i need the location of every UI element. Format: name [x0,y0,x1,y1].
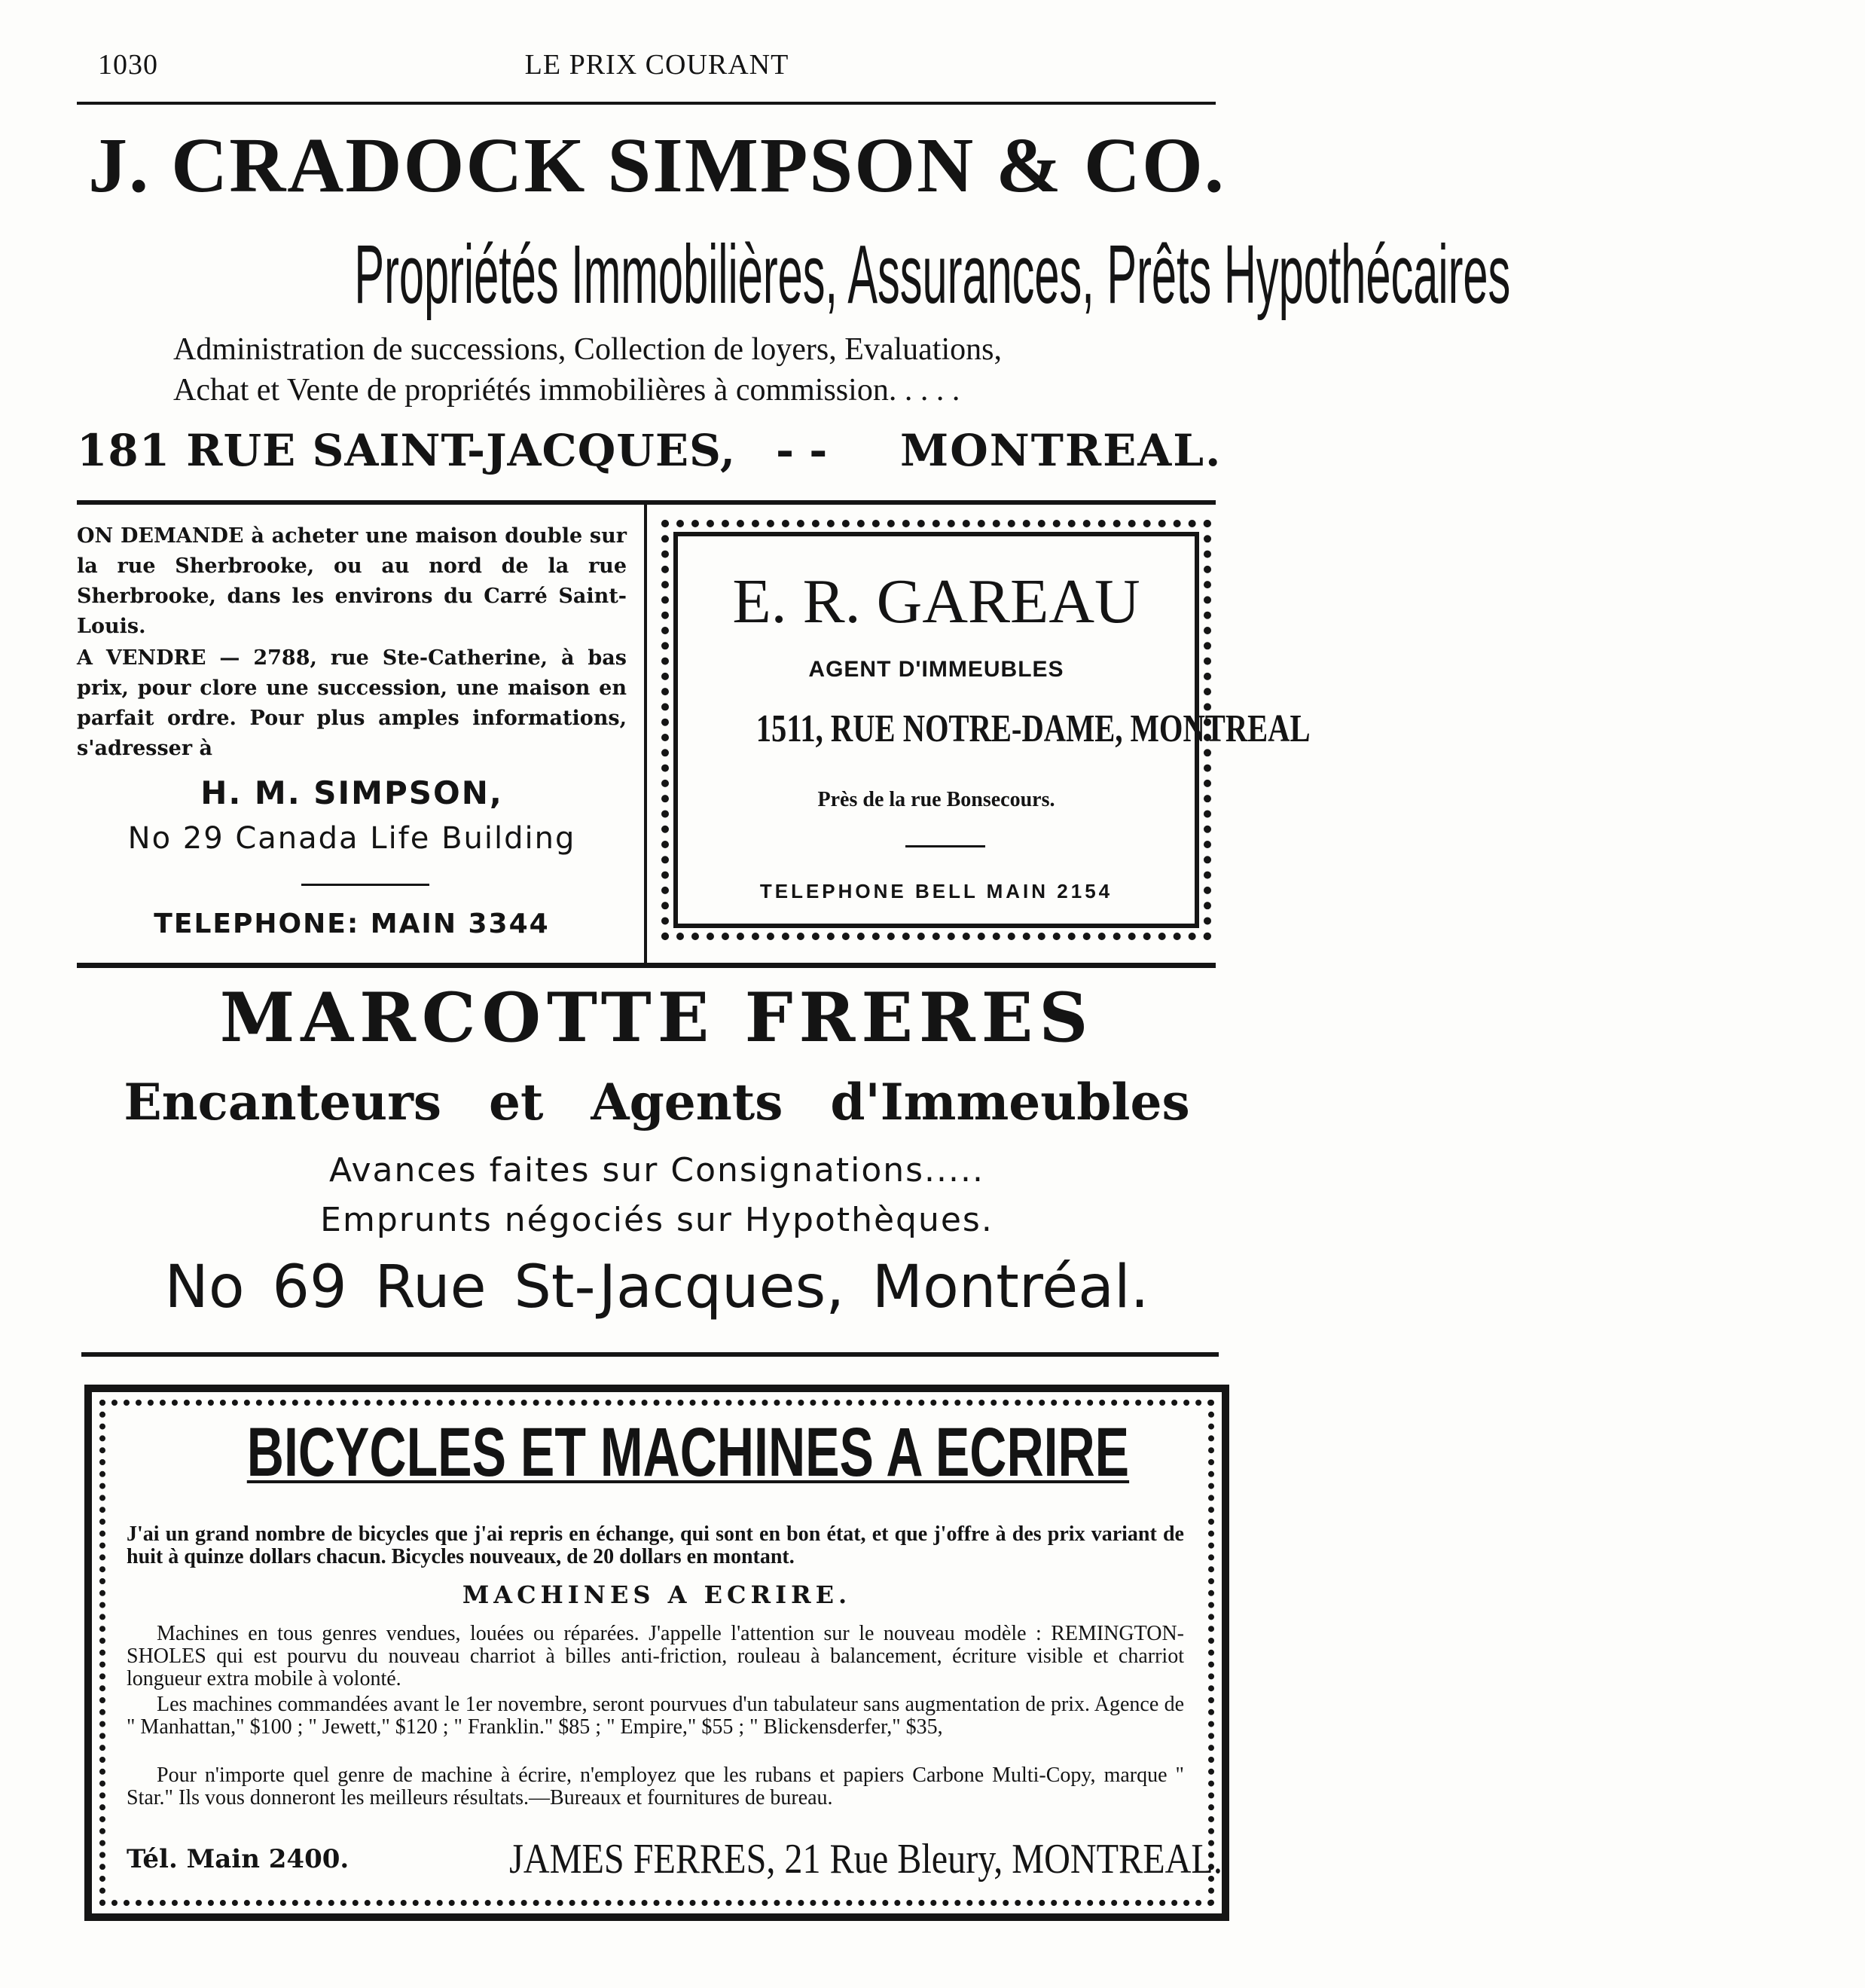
rule-above-ferres [81,1352,1219,1357]
simpson-services [0,226,1511,324]
rule-under-small-ads [77,963,1216,968]
ferres-subtitle: MACHINES A ECRIRE. [462,1580,852,1609]
simpson-line2: Achat et Vente de propriétés immobilières à commission. . . . . [173,373,960,408]
simpson-address-city: MONTREAL. [900,425,1222,476]
gareau-note: Près de la rue Bonsecours. [817,788,1055,811]
ferres-paragraph-2: Les machines commandées avant le 1er novembre, seront pourvues d'un tabulateur sans augmentation de prix. Agence de " Manhattan," $100 ; " Jewett," $120 ; " Franklin." $85 ; " Empire," $55 ; " Blickensderfer," $35, [127,1693,1184,1739]
simpson-address-street: 181 RUE SAINT-JACQUES, [77,425,737,476]
gareau-address-text: 1511, RUE NOTRE-DAME, MONTREAL [755,707,1311,750]
ferres-ad-frame [84,1385,1229,1921]
header-rule [77,102,1216,105]
marcotte-name: MARCOTTE FRERES [219,978,1094,1058]
gareau-role: AGENT D'IMMEUBLES [808,657,1064,682]
gareau-ad-frame [673,532,1311,928]
vertical-divider [644,505,647,963]
ferres-signature [393,1835,1222,1883]
ferres-signature-text: JAMES FERRES, 21 Rue Bleury, MONTREAL. [509,1836,1222,1883]
ferres-paragraph-3: Pour n'importe quel genre de machine à écrire, n'employez que les rubans et papiers Carbone Multi-Copy, marque " Star." Ils vous donneront les meilleurs résultats.—Bureaux et fournitures de bureau. [127,1764,1184,1809]
marcotte-subtitle: Encanteurs et Agents d'Immeubles [124,1073,1190,1131]
contact-address: No 29 Canada Life Building [127,821,576,856]
simpson-name: J. CRADOCK SIMPSON & CO. [88,122,1226,209]
simpson-address-sep: - - [776,425,828,476]
page-number: 1030 [98,49,158,81]
journal-title: LE PRIX COURANT [524,49,789,81]
gareau-telephone: TELEPHONE BELL MAIN 2154 [759,880,1113,902]
gareau-name: E. R. GAREAU [732,566,1140,637]
contact-telephone: TELEPHONE: MAIN 3344 [154,908,550,939]
ferres-title-text: BICYCLES ET MACHINES A ECRIRE [246,1414,1130,1491]
simpson-services-text: Propriétés Immobilières, Assurances, Prêts Hypothécaires [354,228,1511,321]
simpson-line1: Administration de successions, Collection de loyers, Evaluations, [173,332,1002,367]
marcotte-address: No 69 Rue St-Jacques, Montréal. [164,1254,1149,1321]
contact-name: H. M. SIMPSON, [200,774,503,811]
marcotte-line1: Avances faites sur Consignations..... [329,1151,984,1189]
wanted-notice: ON DEMANDE à acheter une maison double sur la rue Sherbrooke, ou au nord de la rue Sherbrooke, dans les environs du Carré Saint-Louis. [77,524,627,638]
gareau-short-rule [905,845,985,847]
ferres-paragraph-1: Machines en tous genres vendues, louées ou réparées. J'appelle l'attention sur le nouveau modèle : REMINGTON-SHOLES qui est pourvu du nouveau charriot à billes anti-friction, rouleau à balancement, écriture visible et charriot longueur extra mobile à volonté. [127,1622,1184,1690]
ferres-intro: J'ai un grand nombre de bicycles que j'ai repris en échange, qui sont en bon état, et que j'offre à des prix variant de huit à quinze dollars chacun. Bicycles nouveaux, de 20 dollars en montant. [127,1522,1184,1568]
gareau-address [678,707,1311,751]
marcotte-line2: Emprunts négociés sur Hypothèques. [320,1201,994,1239]
for-sale-notice: A VENDRE — 2788, rue Ste-Catherine, à bas prix, pour clore une succession, une maison en parfait ordre. Pour plus amples informations, s'adresser à [77,646,627,760]
contact-short-rule [301,884,429,886]
ferres-telephone: Tél. Main 2400. [127,1844,349,1874]
ferres-title [92,1415,1222,1490]
